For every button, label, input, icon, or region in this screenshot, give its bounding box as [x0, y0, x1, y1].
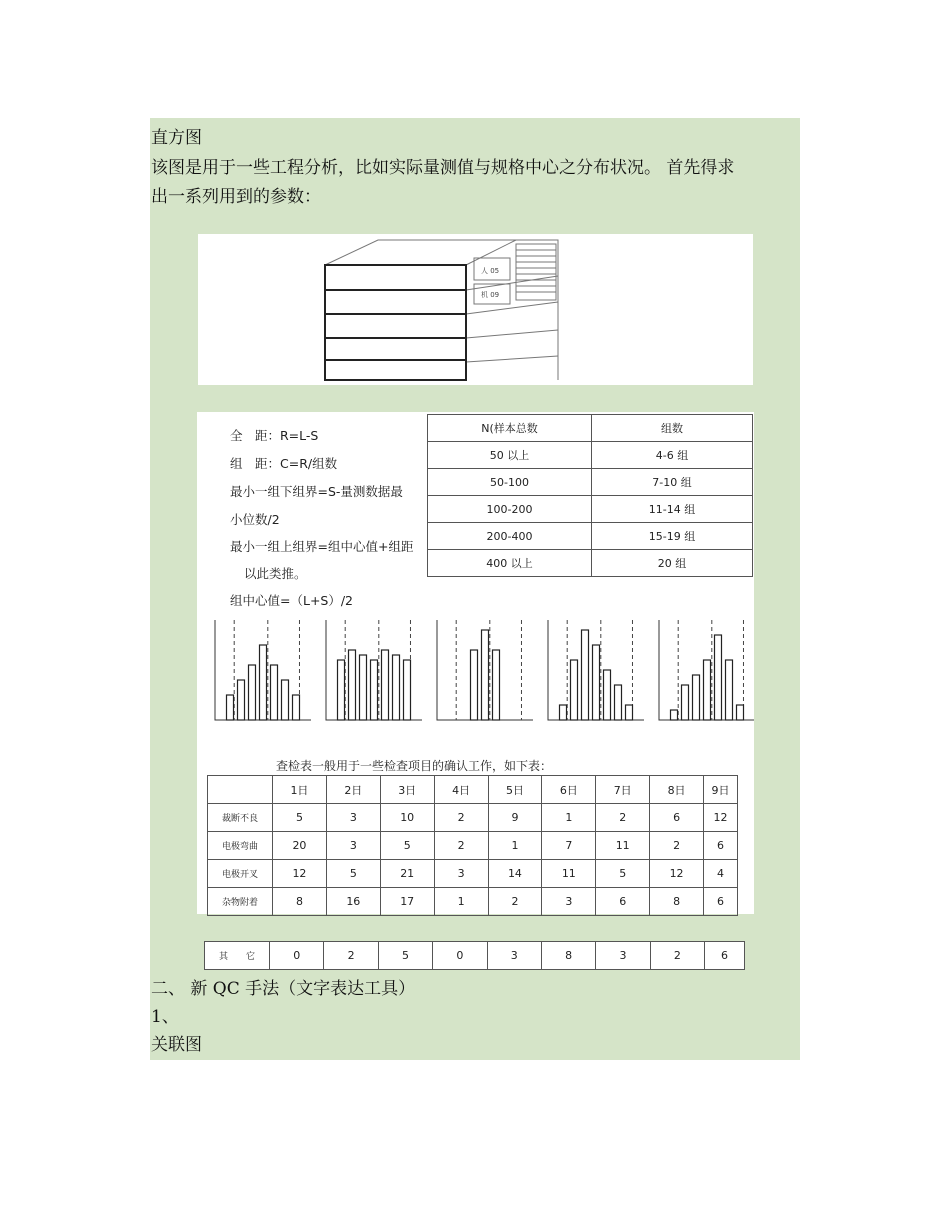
group-table-cell: 11-14 组	[592, 496, 753, 523]
cell: 9	[488, 804, 542, 832]
cell: 3	[596, 942, 650, 970]
histogram-bar	[626, 705, 633, 720]
cell: 6	[596, 888, 650, 916]
cell: 8	[273, 888, 327, 916]
group-table-cell: 20 组	[592, 550, 753, 577]
cell: 3	[326, 832, 380, 860]
row-label: 电极开叉	[208, 860, 273, 888]
cabinet-illustration	[198, 234, 753, 385]
histogram-bar	[382, 650, 389, 720]
histogram-bar	[671, 710, 678, 720]
cell: 2	[434, 804, 488, 832]
cell: 5	[380, 832, 434, 860]
formula-lower-bound: 最小一组下组界=S-量测数据最	[230, 484, 403, 499]
histogram-bar	[360, 655, 367, 720]
histogram-bar	[249, 665, 256, 720]
histogram-bar	[726, 660, 733, 720]
cell: 2	[650, 832, 704, 860]
cell: 5	[378, 942, 432, 970]
day-header: 7日	[596, 776, 650, 804]
section-2-title: 二、 新 QC 手法（文字表达工具）	[151, 979, 416, 999]
formula-lower-bound-cont: 小位数/2	[230, 512, 280, 527]
day-header: 2日	[326, 776, 380, 804]
item-number: 1、	[151, 1007, 179, 1027]
cell: 0	[270, 942, 324, 970]
heading-histogram: 直方图	[151, 128, 202, 148]
histogram-bar	[737, 705, 744, 720]
histogram-1	[215, 620, 311, 720]
cabinet-label-1: 人 05	[481, 267, 500, 275]
cell: 4	[704, 860, 738, 888]
row-label: 杂物附着	[208, 888, 273, 916]
group-table-cell: 50 以上	[428, 442, 592, 469]
histogram-bar	[715, 635, 722, 720]
group-table-header: N(样本总数	[428, 415, 592, 442]
cell: 5	[596, 860, 650, 888]
group-count-table	[427, 414, 753, 577]
cell: 3	[487, 942, 541, 970]
day-header: 6日	[542, 776, 596, 804]
cell: 6	[705, 942, 745, 970]
histogram-bar	[693, 675, 700, 720]
cell: 5	[273, 804, 327, 832]
cell: 7	[542, 832, 596, 860]
histogram-5	[659, 620, 754, 720]
cell: 3	[542, 888, 596, 916]
row-label: 裁断不良	[208, 804, 273, 832]
row-label: 电极弯曲	[208, 832, 273, 860]
group-table-cell: 7-10 组	[592, 469, 753, 496]
day-header: 1日	[273, 776, 327, 804]
histogram-bar	[271, 665, 278, 720]
cell: 0	[433, 942, 487, 970]
check-sheet-caption: 查检表一般用于一些检查项目的确认工作，如下表：	[276, 759, 553, 773]
group-table-cell: 50-100	[428, 469, 592, 496]
cell: 12	[650, 860, 704, 888]
cell: 20	[273, 832, 327, 860]
histogram-bar	[493, 650, 500, 720]
cell: 6	[704, 832, 738, 860]
row-label: 其 它	[205, 942, 270, 970]
histogram-2	[326, 620, 422, 720]
histogram-bar	[238, 680, 245, 720]
group-table-cell: 4-6 组	[592, 442, 753, 469]
formula-class-width: 组 距：C=R/组数	[230, 456, 338, 471]
day-header: 4日	[434, 776, 488, 804]
histogram-bar	[582, 630, 589, 720]
cell: 12	[273, 860, 327, 888]
histogram-bar	[482, 630, 489, 720]
cell: 10	[380, 804, 434, 832]
formula-class-center: 组中心值=（L+S）/2	[230, 593, 354, 608]
histogram-bar	[293, 695, 300, 720]
histogram-bar	[260, 645, 267, 720]
cell: 1	[488, 832, 542, 860]
cell: 2	[650, 942, 704, 970]
cell: 6	[704, 888, 738, 916]
cabinet-label-2: 机 09	[481, 291, 500, 299]
group-table-cell: 200-400	[428, 523, 592, 550]
cell: 2	[488, 888, 542, 916]
histogram-bar	[704, 660, 711, 720]
cell: 1	[434, 888, 488, 916]
group-table-cell: 100-200	[428, 496, 592, 523]
other-row-figure	[197, 938, 754, 974]
cell: 2	[434, 832, 488, 860]
day-header: 9日	[704, 776, 738, 804]
cell: 1	[542, 804, 596, 832]
cell: 8	[650, 888, 704, 916]
intro-line-1: 该图是用于一些工程分析，比如实际量测值与规格中心之分布状况。 首先得求	[151, 158, 735, 178]
cell: 2	[324, 942, 378, 970]
formula-and-so-on: 以此类推。	[244, 566, 307, 581]
group-table-cell: 15-19 组	[592, 523, 753, 550]
cell: 3	[434, 860, 488, 888]
histogram-4	[548, 620, 644, 720]
histogram-bar	[404, 660, 411, 720]
histogram-3	[437, 620, 533, 720]
cell: 3	[326, 804, 380, 832]
histogram-bar	[371, 660, 378, 720]
cell: 6	[650, 804, 704, 832]
histogram-bar	[615, 685, 622, 720]
cell: 16	[326, 888, 380, 916]
histogram-bar	[393, 655, 400, 720]
day-header: 8日	[650, 776, 704, 804]
cabinet-drawing	[198, 234, 753, 385]
cell: 11	[596, 832, 650, 860]
histogram-bar	[560, 705, 567, 720]
qc-figure	[197, 412, 754, 914]
group-table-header: 组数	[592, 415, 753, 442]
histogram-bar	[338, 660, 345, 720]
histogram-bar	[571, 660, 578, 720]
histogram-row	[197, 608, 754, 748]
cell: 14	[488, 860, 542, 888]
group-table-cell: 400 以上	[428, 550, 592, 577]
cell: 5	[326, 860, 380, 888]
formula-upper-bound: 最小一组上组界=组中心值+组距	[230, 539, 414, 554]
check-sheet-table	[207, 775, 738, 916]
cell: 12	[704, 804, 738, 832]
histogram-bar	[282, 680, 289, 720]
histogram-bar	[593, 645, 600, 720]
cell: 21	[380, 860, 434, 888]
histogram-bar	[227, 695, 234, 720]
histogram-bar	[604, 670, 611, 720]
day-header: 3日	[380, 776, 434, 804]
cell: 11	[542, 860, 596, 888]
histogram-bar	[471, 650, 478, 720]
other-row-table	[204, 941, 745, 970]
cell: 2	[596, 804, 650, 832]
histogram-bar	[349, 650, 356, 720]
histogram-bar	[682, 685, 689, 720]
formula-range: 全 距：R=L-S	[230, 428, 319, 443]
intro-line-2: 出一系列用到的参数：	[151, 187, 321, 207]
item-title: 关联图	[151, 1035, 202, 1055]
cell: 17	[380, 888, 434, 916]
day-header: 5日	[488, 776, 542, 804]
cell: 8	[541, 942, 595, 970]
